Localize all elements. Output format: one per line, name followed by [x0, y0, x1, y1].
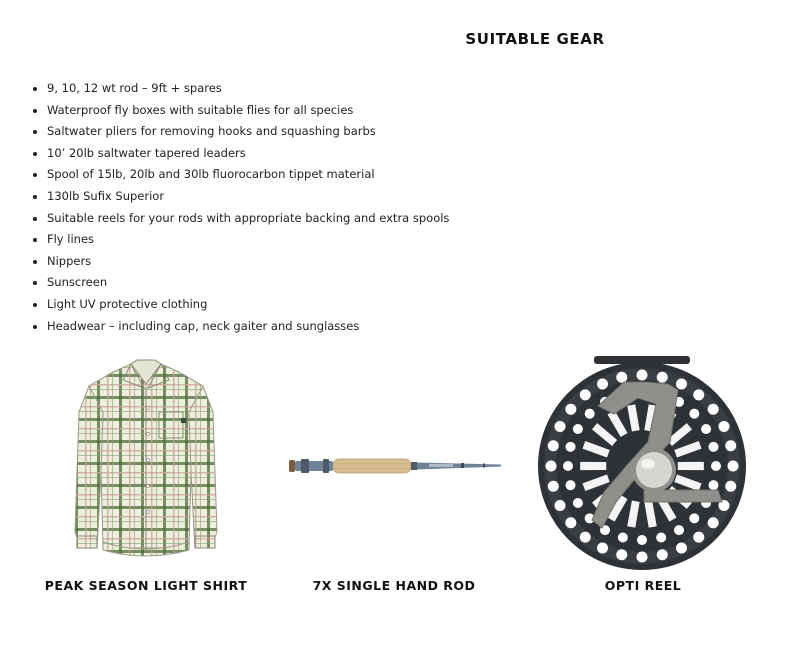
reel-port	[597, 542, 608, 553]
reel-port	[725, 440, 736, 451]
product-card-reel[interactable]	[528, 352, 758, 602]
reel-port	[676, 542, 687, 553]
reel-port	[585, 409, 595, 419]
product-name-rod[interactable]: 7X SINGLE HAND ROD	[312, 578, 476, 593]
gear-list-item: • Light UV protective clothing	[47, 294, 449, 316]
gear-list-item: • Nippers	[47, 251, 449, 273]
reel-port	[708, 480, 718, 490]
product-name-shirt[interactable]: PEAK SEASON LIGHT SHIRT	[44, 578, 248, 593]
reel-port	[689, 409, 699, 419]
reel-port	[546, 461, 557, 472]
reel-port	[573, 424, 583, 434]
reel-port	[566, 442, 576, 452]
reel-port	[548, 481, 559, 492]
reel-port	[725, 481, 736, 492]
reel-port	[708, 442, 718, 452]
product-name-reel[interactable]: OPTI REEL	[604, 578, 682, 593]
gear-list-item: • 9, 10, 12 wt rod – 9ft + spares	[47, 78, 449, 100]
reel-port	[693, 389, 704, 400]
reel-port	[580, 532, 591, 543]
reel-port	[555, 421, 566, 432]
gear-list-item: • 130lb Sufix Superior	[47, 186, 449, 208]
reel-port	[573, 498, 583, 508]
reel-port	[674, 525, 684, 535]
gear-list-item: • Fly lines	[47, 229, 449, 251]
reel-port	[711, 461, 721, 471]
reel-port	[616, 372, 627, 383]
section-title: SUITABLE GEAR	[465, 30, 605, 48]
gear-list-item: • Headwear – including cap, neck gaiter and sunglasses	[47, 316, 449, 338]
reel-port	[657, 372, 668, 383]
reel-port	[580, 389, 591, 400]
reel-port	[701, 424, 711, 434]
reel-port	[637, 535, 647, 545]
gear-list-item: • Sunscreen	[47, 272, 449, 294]
gear-list-item: • Suitable reels for your rods with appropriate backing and extra spools	[47, 208, 449, 230]
reel-port	[637, 552, 648, 563]
reel-port	[597, 379, 608, 390]
shirt-icon	[31, 352, 261, 572]
reel-port	[676, 379, 687, 390]
reel-spoke-opening	[678, 462, 704, 470]
product-image-reel[interactable]	[528, 352, 758, 572]
reel-port	[548, 440, 559, 451]
gear-list-item: • 10’ 20lb saltwater tapered leaders	[47, 143, 449, 165]
reel-port	[555, 500, 566, 511]
reel-port	[657, 549, 668, 560]
reel-port	[708, 517, 719, 528]
product-card-shirt[interactable]	[31, 352, 261, 602]
reel-port	[616, 549, 627, 560]
reel-port	[563, 461, 573, 471]
reel-port	[656, 532, 666, 542]
reel-port	[728, 461, 739, 472]
reel-port	[618, 532, 628, 542]
reel-port	[637, 370, 648, 381]
product-card-rod[interactable]	[279, 352, 509, 602]
reel-port	[708, 404, 719, 415]
fly-reel-icon	[528, 352, 758, 572]
fly-rod-icon	[279, 352, 509, 572]
product-image-rod[interactable]	[279, 352, 509, 572]
reel-port	[689, 513, 699, 523]
gear-list-item: • Saltwater pliers for removing hooks and squashing barbs	[47, 121, 449, 143]
gear-list-item: • Waterproof fly boxes with suitable flies for all species	[47, 100, 449, 122]
reel-port	[565, 517, 576, 528]
product-image-shirt[interactable]	[31, 352, 261, 572]
reel-port	[693, 532, 704, 543]
reel-spoke-opening	[580, 462, 606, 470]
reel-port	[565, 404, 576, 415]
reel-port	[718, 421, 729, 432]
gear-list	[30, 78, 449, 337]
gear-list-item: • Spool of 15lb, 20lb and 30lb fluorocarbon tippet material	[47, 164, 449, 186]
reel-port	[566, 480, 576, 490]
